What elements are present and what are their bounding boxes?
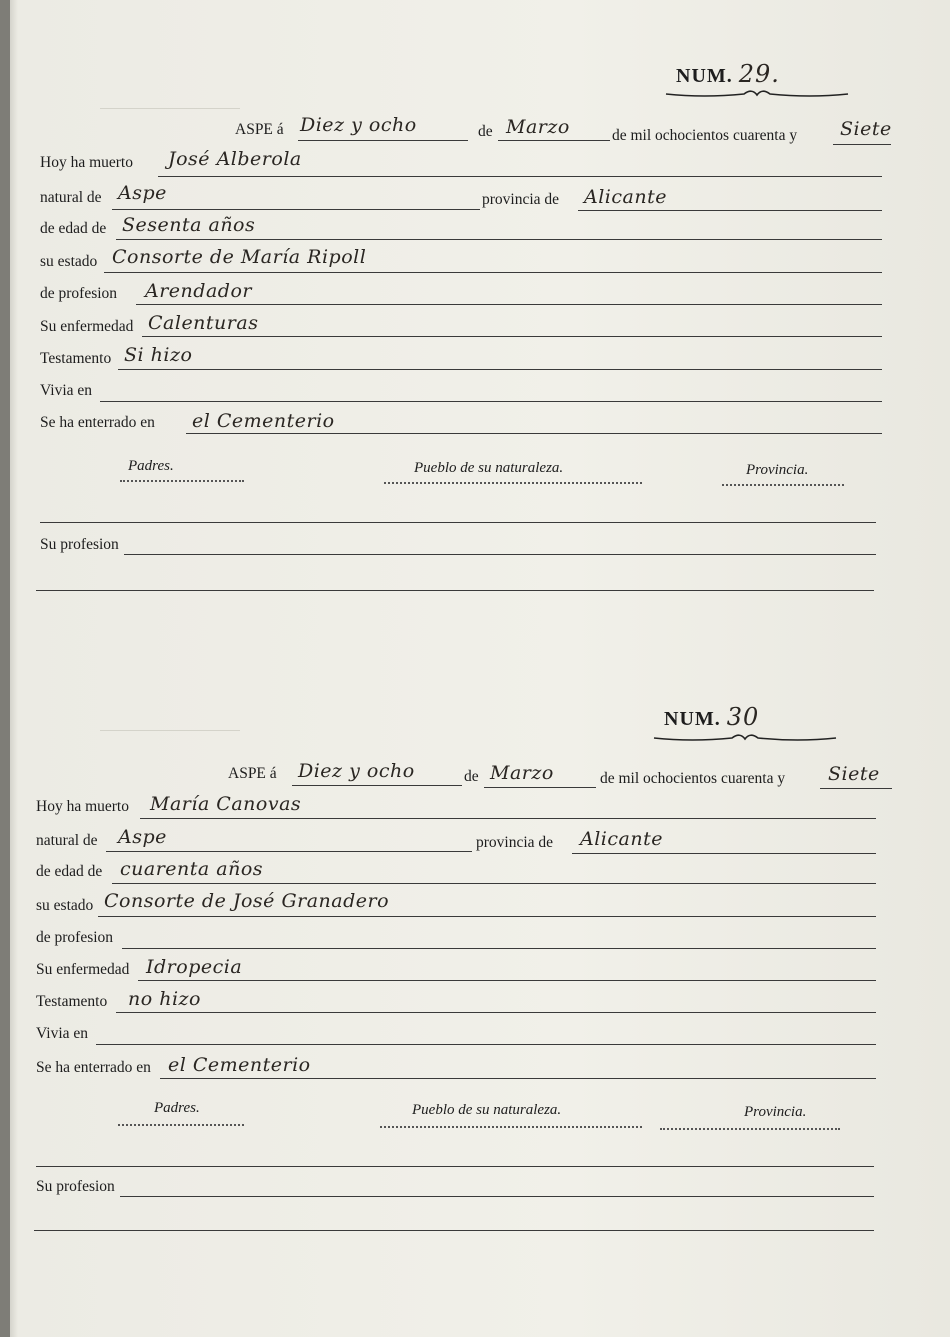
marital-status-label: su estado <box>36 897 94 914</box>
year-value: Siete <box>840 118 892 140</box>
rule <box>40 522 876 523</box>
rule <box>118 369 882 370</box>
burial-label: Se ha enterrado en <box>36 1059 151 1076</box>
illness-label: Su enfermedad <box>40 318 134 335</box>
rule <box>96 1044 876 1045</box>
record-number <box>676 60 780 88</box>
rule <box>100 401 882 402</box>
marital-status-value: Consorte de María Ripoll <box>112 246 367 268</box>
town-column-header: Pueblo de su naturaleza. <box>412 1102 562 1118</box>
natural-label: natural de <box>40 189 102 206</box>
flourish-ornament <box>664 86 850 102</box>
town-column-header: Pueblo de su naturaleza. <box>414 460 564 476</box>
illness-label: Su enfermedad <box>36 961 130 978</box>
year-text: de mil ochocientos cuarenta y <box>612 127 798 144</box>
natural-value: Aspe <box>118 826 167 848</box>
rule <box>292 785 462 786</box>
parents-profession-label: Su profesion <box>36 1178 115 1195</box>
rule <box>498 140 610 141</box>
header-underline <box>660 1128 840 1130</box>
parents-profession-label: Su profesion <box>40 536 119 553</box>
month-value: Marzo <box>490 762 554 784</box>
rule <box>484 787 596 788</box>
testament-value: Si hizo <box>124 344 193 366</box>
year-text: de mil ochocientos cuarenta y <box>600 770 786 787</box>
header-underline <box>120 480 244 482</box>
header-underline <box>384 482 642 484</box>
month-value: Marzo <box>506 116 570 138</box>
record-number-value: 30 <box>726 703 760 731</box>
province-value: Alicante <box>580 828 663 850</box>
record-number <box>664 703 759 731</box>
header-underline <box>380 1126 642 1128</box>
age-value: Sesenta años <box>122 214 256 236</box>
day-value: Diez y ocho <box>300 114 417 136</box>
burial-value: el Cementerio <box>168 1054 311 1076</box>
year-value: Siete <box>828 763 880 785</box>
province-label: provincia de <box>482 191 560 208</box>
burial-label: Se ha enterrado en <box>40 414 155 431</box>
rule <box>298 140 468 141</box>
illness-value: Calenturas <box>148 312 259 334</box>
rule <box>833 144 891 145</box>
rule <box>122 948 876 949</box>
testament-label: Testamento <box>40 350 112 367</box>
day-value: Diez y ocho <box>298 760 415 782</box>
parents-column-header: Padres. <box>154 1100 200 1116</box>
rule <box>572 853 876 854</box>
rule <box>136 304 882 305</box>
profession-label: de profesion <box>40 285 118 302</box>
rule <box>578 210 882 211</box>
deceased-label: Hoy ha muerto <box>36 798 129 815</box>
rule <box>36 590 874 591</box>
profession-label: de profesion <box>36 929 114 946</box>
header-underline <box>722 484 844 486</box>
profession-value: Arendador <box>145 280 252 302</box>
rule <box>820 788 892 789</box>
book-spine <box>0 0 10 1337</box>
rule <box>36 1166 874 1167</box>
testament-value: no hizo <box>128 988 201 1010</box>
rule <box>186 433 882 434</box>
rule <box>116 239 882 240</box>
rule <box>106 851 472 852</box>
natural-value: Aspe <box>118 182 167 204</box>
header-underline <box>118 1124 244 1126</box>
age-value: cuarenta años <box>120 858 264 880</box>
rule <box>120 1196 874 1197</box>
province-value: Alicante <box>584 186 667 208</box>
deceased-name: José Alberola <box>168 148 302 170</box>
residence-label: Vivia en <box>40 382 93 399</box>
rule <box>142 336 882 337</box>
rule <box>140 818 876 819</box>
rule <box>34 1230 874 1231</box>
natural-label: natural de <box>36 832 98 849</box>
flourish-ornament <box>652 730 838 746</box>
province-column-header: Provincia. <box>744 1104 807 1120</box>
deceased-label: Hoy ha muerto <box>40 154 133 171</box>
de-label: de <box>464 768 479 785</box>
marital-status-label: su estado <box>40 253 98 270</box>
deceased-name: María Canovas <box>150 793 302 815</box>
de-label: de <box>478 123 493 140</box>
bleed-through-mark <box>100 730 240 731</box>
place-label: ASPE á <box>228 765 277 782</box>
burial-value: el Cementerio <box>192 410 335 432</box>
record-number-value: 29. <box>738 60 780 88</box>
rule <box>158 176 882 177</box>
record-number-label: NUM. <box>676 65 733 87</box>
rule <box>112 883 876 884</box>
illness-value: Idropecia <box>146 956 243 978</box>
province-column-header: Provincia. <box>746 462 809 478</box>
rule <box>116 1012 876 1013</box>
rule <box>112 209 480 210</box>
testament-label: Testamento <box>36 993 108 1010</box>
residence-label: Vivia en <box>36 1025 89 1042</box>
parents-column-header: Padres. <box>128 458 174 474</box>
rule <box>124 554 876 555</box>
place-label: ASPE á <box>235 121 284 138</box>
rule <box>104 272 882 273</box>
province-label: provincia de <box>476 834 554 851</box>
record-number-label: NUM. <box>664 708 721 730</box>
rule <box>138 980 876 981</box>
age-label: de edad de <box>40 220 107 237</box>
bleed-through-mark <box>100 108 240 109</box>
age-label: de edad de <box>36 863 103 880</box>
rule <box>160 1078 876 1079</box>
marital-status-value: Consorte de José Granadero <box>104 890 390 912</box>
rule <box>98 916 876 917</box>
